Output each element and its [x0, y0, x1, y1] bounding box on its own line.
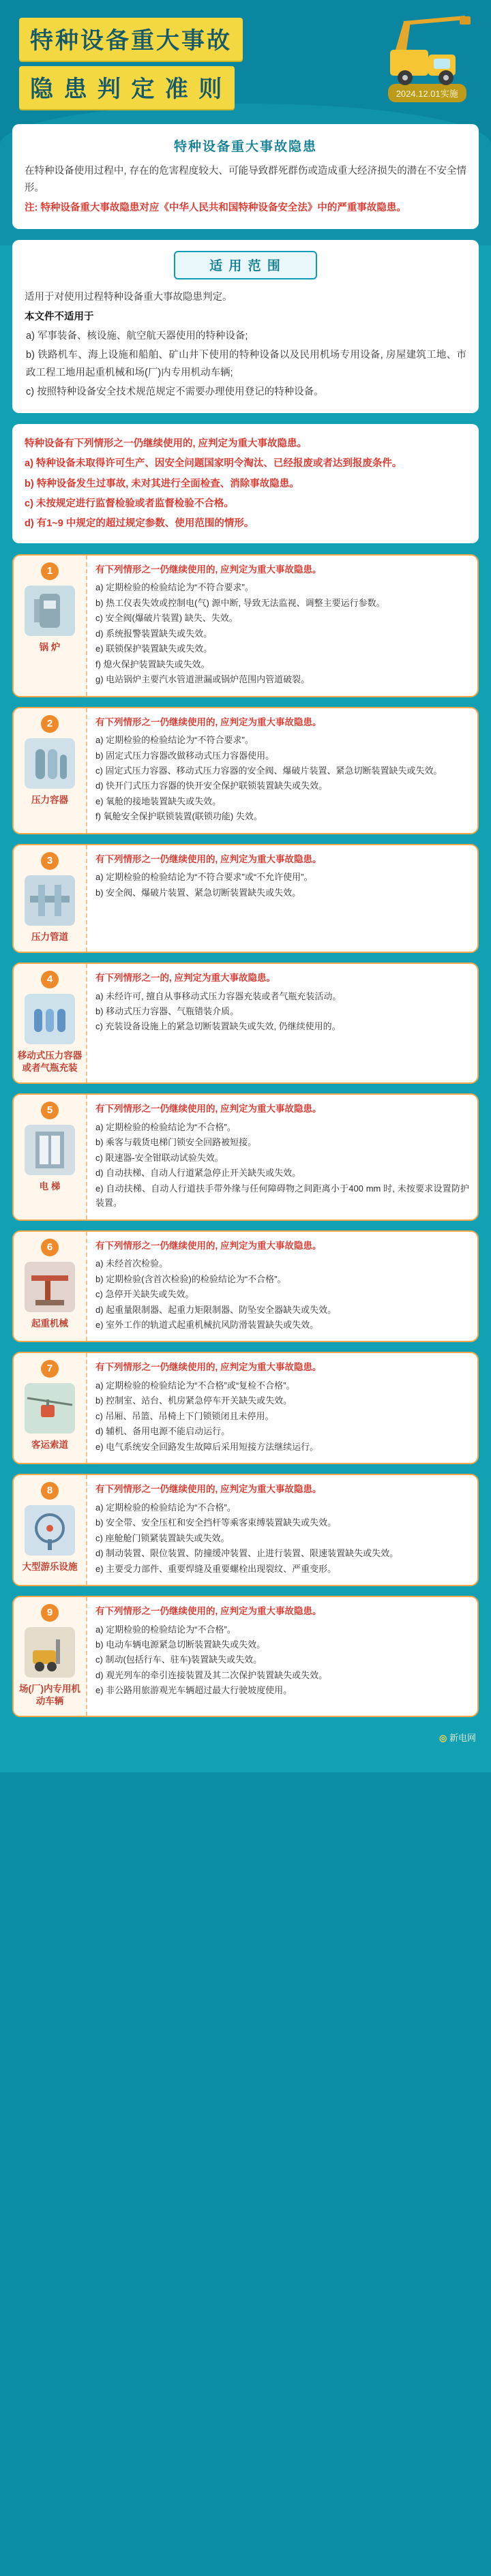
equipment-left-4	[14, 964, 87, 1082]
boiler-icon	[25, 586, 75, 636]
equipment-item: d) 起重量限制器、起重力矩限制器、防坠安全器缺失或失效。	[95, 1304, 337, 1315]
panel-definition-note: 注: 特种设备重大事故隐患对应《中华人民共和国特种设备安全法》中的严重事故隐患。	[25, 202, 406, 213]
general-clause-c: c) 未按规定进行监督检验或者监督检验不合格。	[25, 498, 234, 509]
page-title-line2: 隐 患 判 定 准 则	[19, 66, 235, 109]
equipment-item: e) 室外工作的轨道式起重机械抗风防滑装置缺失或失效。	[95, 1319, 319, 1330]
equipment-head-7: 有下列情形之一仍继续使用的, 应判定为重大事故隐患。	[95, 1362, 322, 1373]
equipment-right-8	[87, 1475, 477, 1585]
equipment-head-3: 有下列情形之一仍继续使用的, 应判定为重大事故隐患。	[95, 853, 322, 864]
equipment-item: d) 辅机、备用电源不能启动运行。	[95, 1426, 230, 1437]
equipment-number-3: 3	[41, 852, 59, 870]
pressure-vessel-icon	[25, 738, 75, 789]
equipment-item: a) 定期检验的检验结论为“不合格”。	[95, 1624, 236, 1635]
equipment-item: d) 观光列车的牵引连接装置及其二次保护装置缺失或失效。	[95, 1669, 328, 1680]
equipment-item: c) 限速器-安全钳联动试验失效。	[95, 1152, 224, 1163]
equipment-item: e) 氧舱的接地装置缺失或失效。	[95, 795, 222, 806]
equipment-item: d) 自动扶梯、自动人行道紧急停止开关缺失或失效。	[95, 1168, 301, 1179]
equipment-section-pressure-pipe	[12, 844, 479, 953]
equipment-head-9: 有下列情形之一仍继续使用的, 应判定为重大事故隐患。	[95, 1605, 322, 1616]
equipment-item: a) 定期检验的检验结论为“不符合要求”。	[95, 735, 254, 746]
equipment-item: b) 移动式压力容器、气瓶错装介质。	[95, 1005, 239, 1016]
equipment-right-4	[87, 964, 477, 1082]
amusement-ride-icon	[25, 1505, 75, 1556]
equipment-item: a) 定期检验的检验结论为“不合格”或“复检不合格”。	[95, 1380, 295, 1391]
equipment-left-6	[14, 1232, 87, 1342]
footer-watermark	[0, 1727, 491, 1745]
equipment-name-7: 客运索道	[31, 1440, 68, 1451]
equipment-right-3	[87, 845, 477, 952]
equipment-name-5: 电 梯	[39, 1181, 61, 1192]
equipment-left-7	[14, 1353, 87, 1463]
equipment-section-boiler	[12, 554, 479, 697]
equipment-item: b) 控制室、站台、机房紧急停车开关缺失或失效。	[95, 1395, 293, 1406]
equipment-item: e) 主要受力部件、重要焊缝及重要螺栓出现裂纹、严重变形。	[95, 1563, 337, 1574]
equipment-item: f) 熄火保护装置缺失或失效。	[95, 658, 210, 669]
equipment-item: e) 电气系统安全回路发生故障后采用短接方法继续运行。	[95, 1441, 319, 1452]
equipment-item: a) 未经许可, 擅自从事移动式压力容器充装或者气瓶充装活动。	[95, 990, 342, 1001]
equipment-number-1: 1	[41, 562, 59, 580]
equipment-number-8: 8	[41, 1482, 59, 1500]
footer-text: 新电网	[449, 1733, 476, 1744]
equipment-item: e) 联锁保护装置缺失或失效。	[95, 643, 213, 654]
equipment-number-4: 4	[41, 971, 59, 988]
panel-definition-p1: 在特种设备使用过程中, 存在的危害程度较大、可能导致群死群伤或造成重大经济损失的潜在不安全情形。	[25, 166, 466, 194]
page-title-line1: 特种设备重大事故	[19, 18, 243, 61]
equipment-name-8: 大型游乐设施	[22, 1562, 78, 1573]
equipment-item: g) 电站锅炉主要汽水管道泄漏或锅炉范围内管道破裂。	[95, 674, 310, 685]
equipment-name-2: 压力容器	[31, 794, 68, 805]
equipment-name-1: 锅 炉	[39, 641, 61, 652]
equipment-item: f) 氧舱安全保护联锁装置(联锁功能) 失效。	[95, 811, 263, 822]
equipment-item: c) 安全阀(爆破片装置) 缺失、失效。	[95, 613, 238, 624]
panel-definition	[12, 124, 479, 229]
equipment-left-3	[14, 845, 87, 952]
equipment-number-7: 7	[41, 1360, 59, 1378]
panel-scope	[12, 240, 479, 413]
equipment-head-2: 有下列情形之一仍继续使用的, 应判定为重大事故隐患。	[95, 716, 322, 727]
panel-scope-item-a: a) 军事装备、核设施、航空航天器使用的特种设备;	[26, 330, 248, 342]
panel-general-clauses	[12, 424, 479, 543]
equipment-item: e) 自动扶梯、自动人行道扶手带外缘与任何障碍物之间距离小于400 mm 时, 未按要求设置防护装置。	[95, 1183, 469, 1209]
equipment-item: c) 制动(包括行车、驻车)装置缺失或失效。	[95, 1654, 263, 1665]
equipment-right-6	[87, 1232, 477, 1342]
pressure-pipe-icon	[25, 875, 75, 926]
equipment-item: b) 定期检验(含首次检验)的检验结论为“不合格”。	[95, 1273, 286, 1284]
equipment-item: d) 快开门式压力容器的快开安全保护联锁装置缺失或失效。	[95, 781, 328, 791]
equipment-section-pressure-vessel	[12, 707, 479, 834]
panel-scope-p1: 适用于对使用过程特种设备重大事故隐患判定。	[25, 292, 233, 303]
equipment-item: a) 定期检验的检验结论为“不合格”。	[95, 1502, 236, 1513]
equipment-item: d) 系统报警装置缺失或失效。	[95, 628, 213, 639]
panel-scope-title: 适 用 范 围	[174, 251, 317, 279]
equipment-item: a) 定期检验的检验结论为“不合格”。	[95, 1121, 236, 1132]
equipment-head-5: 有下列情形之一仍继续使用的, 应判定为重大事故隐患。	[95, 1104, 322, 1115]
equipment-name-3: 压力管道	[31, 931, 68, 942]
equipment-item: a) 定期检验的检验结论为“不符合要求”。	[95, 582, 254, 593]
equipment-item: c) 吊厢、吊篮、吊椅上下门锁锁闭且未停用。	[95, 1410, 274, 1421]
equipment-section-mobile-filling	[12, 963, 479, 1084]
equipment-section-elevator	[12, 1093, 479, 1220]
equipment-head-8: 有下列情形之一仍继续使用的, 应判定为重大事故隐患。	[95, 1484, 322, 1495]
general-clause-a: a) 特种设备未取得许可生产、因安全问题国家明令淘汰、已经报废或者达到报废条件。	[25, 458, 402, 470]
equipment-number-2: 2	[41, 715, 59, 733]
ropeway-icon	[25, 1383, 75, 1434]
equipment-item: e) 非公路用旅游观光车辆超过最大行驶坡度使用。	[95, 1685, 293, 1696]
equipment-left-8	[14, 1475, 87, 1585]
equipment-number-6: 6	[41, 1239, 59, 1256]
equipment-left-2	[14, 708, 87, 833]
equipment-head-6: 有下列情形之一仍继续使用的, 应判定为重大事故隐患。	[95, 1240, 322, 1251]
equipment-item: a) 未经首次检验。	[95, 1258, 168, 1269]
equipment-item: b) 固定式压力容器改做移动式压力容器使用。	[95, 750, 275, 761]
equipment-item: a) 定期检验的检验结论为“不符合要求”或“不允许使用”。	[95, 872, 313, 883]
panel-definition-title: 特种设备重大事故隐患	[173, 140, 317, 154]
general-clause-head: 特种设备有下列情形之一仍继续使用的, 应判定为重大事故隐患。	[25, 438, 308, 450]
general-clause-b: b) 特种设备发生过事故, 未对其进行全面检查、消除事故隐患。	[25, 478, 299, 489]
equipment-name-6: 起重机械	[31, 1318, 68, 1329]
page-header	[0, 0, 491, 143]
equipment-head-1: 有下列情形之一仍继续使用的, 应判定为重大事故隐患。	[95, 564, 322, 575]
equipment-number-5: 5	[41, 1102, 59, 1119]
equipment-left-9	[14, 1597, 87, 1716]
equipment-right-5	[87, 1095, 477, 1219]
panel-scope-p2: 本文件不适用于	[25, 311, 94, 322]
equipment-head-4: 有下列情形之一的, 应判定为重大事故隐患。	[95, 972, 276, 983]
equipment-right-2	[87, 708, 477, 833]
equipment-name-4: 移动式压力容器或者气瓶充装	[17, 1050, 83, 1074]
equipment-item: b) 电动车辆电源紧急切断装置缺失或失效。	[95, 1639, 266, 1650]
mobile-filling-icon	[25, 994, 75, 1044]
equipment-right-7	[87, 1353, 477, 1463]
equipment-right-1	[87, 556, 477, 696]
equipment-item: d) 制动装置、限位装置、防撞缓冲装置、止进行装置、限速装置缺失或失效。	[95, 1548, 399, 1559]
truck-icon	[383, 12, 479, 87]
elevator-icon	[25, 1125, 75, 1175]
equipment-item: c) 座舱舱门锁紧装置缺失或失效。	[95, 1532, 230, 1543]
equipment-left-5	[14, 1095, 87, 1219]
equipment-item: b) 乘客与载货电梯门锁安全回路被短接。	[95, 1137, 257, 1148]
equipment-section-ropeway	[12, 1352, 479, 1464]
panel-scope-item-b: b) 铁路机车、海上设施和船舶、矿山井下使用的特种设备以及民用机场专用设备, 房屋建筑工地、市政工程工地用起重机械和场(厂)内专用机动车辆;	[26, 350, 466, 378]
equipment-item: c) 固定式压力容器、移动式压力容器的安全阀、爆破片装置、紧急切断装置缺失或失效。	[95, 765, 443, 776]
equipment-item: b) 安全带、安全压杠和安全挡杆等乘客束缚装置缺失或失效。	[95, 1517, 337, 1528]
equipment-section-amusement-ride	[12, 1474, 479, 1586]
equipment-right-9	[87, 1597, 477, 1716]
vehicle-icon	[25, 1627, 75, 1678]
equipment-item: c) 急停开关缺失或失效。	[95, 1289, 194, 1300]
footer-dot: ◎	[439, 1733, 447, 1744]
equipment-item: b) 热工仪表失效或控制电(气) 源中断, 导致无法监视、调整主要运行参数。	[95, 597, 385, 608]
equipment-item: b) 安全阀、爆破片装置、紧急切断装置缺失或失效。	[95, 887, 301, 898]
crane-icon	[25, 1262, 75, 1312]
equipment-name-9: 场(厂)内专用机动车辆	[19, 1683, 80, 1707]
effective-date-badge: 2024.12.01实施	[388, 84, 466, 102]
panel-scope-item-c: c) 按照特种设备安全技术规范规定不需要办理使用登记的特种设备。	[26, 387, 324, 397]
general-clause-d: d) 有1~9 中规定的超过规定参数、使用范围的情形。	[25, 517, 254, 529]
equipment-item: c) 充装设备设施上的紧急切断装置缺失或失效, 仍继续使用的。	[95, 1021, 341, 1032]
equipment-left-1	[14, 556, 87, 696]
equipment-number-9: 9	[41, 1604, 59, 1622]
equipment-section-crane	[12, 1230, 479, 1343]
equipment-section-vehicle	[12, 1596, 479, 1717]
